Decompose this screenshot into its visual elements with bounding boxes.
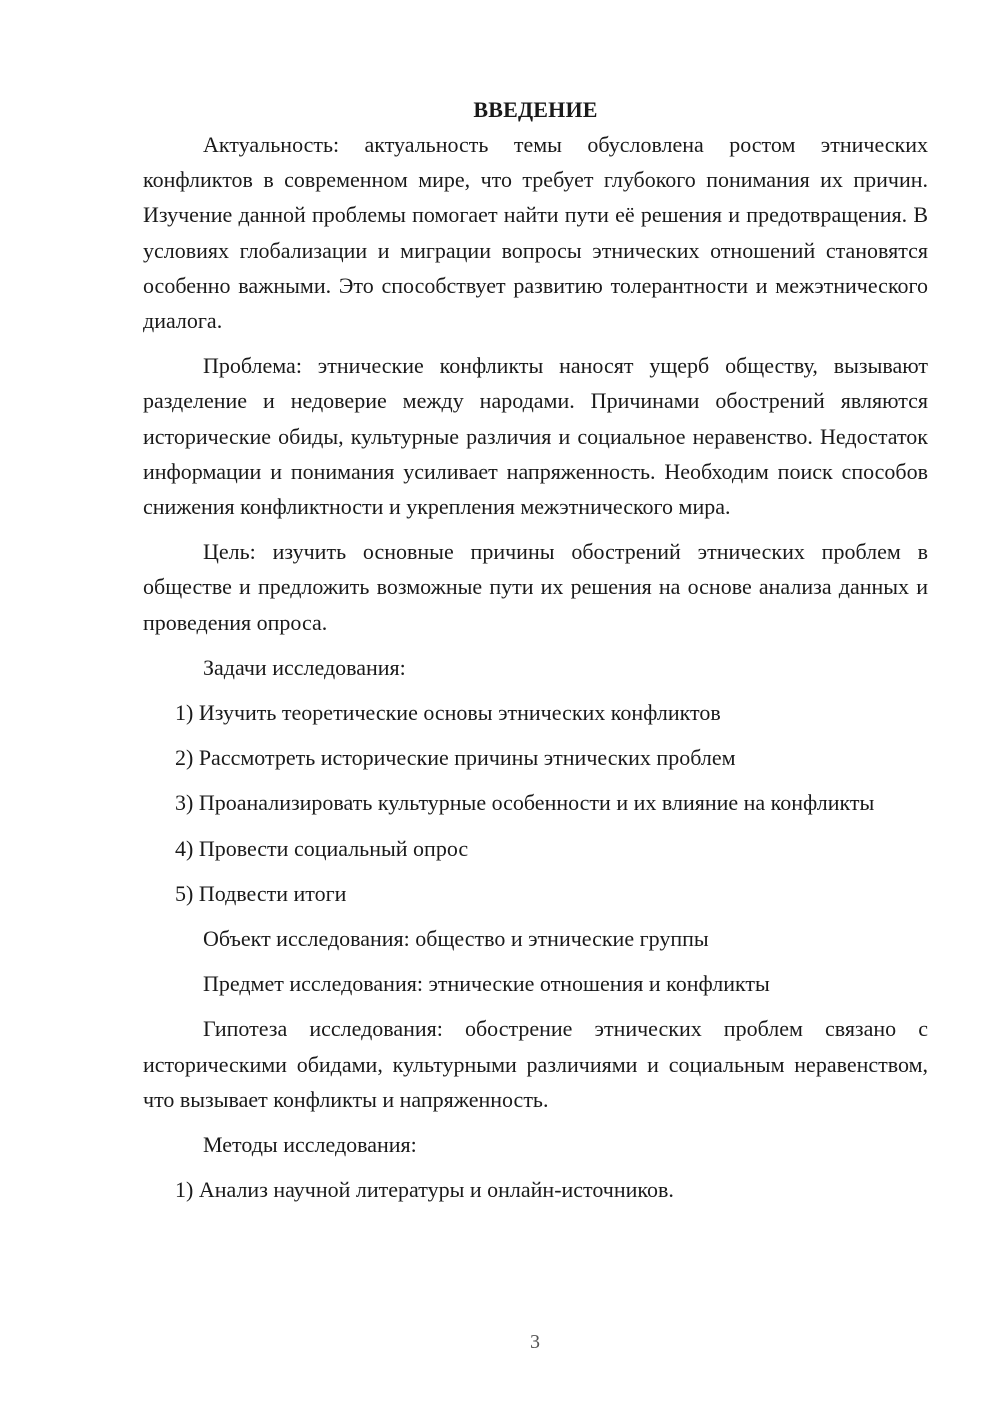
methods-heading: Методы исследования: [203,1132,417,1158]
tasks-heading: Задачи исследования: [203,654,406,680]
research-object: Объект исследования: общество и этнические группы [203,926,709,952]
task-item: 1) Изучить теоретические основы этнических конфликтов [175,700,721,726]
document-page [143,92,928,1217]
page-title: ВВЕДЕНИЕ [473,97,598,122]
task-item: 5) Подвести итоги [175,880,347,906]
task-item: 4) Провести социальный опрос [175,835,469,861]
relevance-paragraph: Актуальность: актуальность темы обусловлена ростом этнических конфликтов в современном мире, что требует глубокого понимания их причин. Изучение данной проблемы помогает найти пути её решения и предотвращения. В условиях глобализации и миграции вопросы этнических отношений становятся особенно важными. Это способствует развитию толерантности и межэтнического диалога. [143,132,928,334]
research-subject: Предмет исследования: этнические отношения и конфликты [203,971,770,997]
problem-paragraph: Проблема: этнические конфликты наносят ущерб обществу, вызывают разделение и недоверие между народами. Причинами обострений являются исторические обиды, культурные различия и социальное неравенство. Недостаток информации и понимания усиливает напряженность. Необходим поиск способов снижения конфликтности и укрепления межэтнического мира. [143,353,928,520]
page-number: 3 [530,1331,540,1353]
goal-paragraph: Цель: изучить основные причины обострений этнических проблем в обществе и предложить возможные пути их решения на основе анализа данных и проведения опроса. [143,539,928,635]
hypothesis-paragraph: Гипотеза исследования: обострение этнических проблем связано с историческими обидами, культурными различиями и социальным неравенством, что вызывает конфликты и напряженность. [143,1016,928,1112]
method-item: 1) Анализ научной литературы и онлайн-источников. [175,1177,674,1203]
task-item: 3) Проанализировать культурные особенности и их влияние на конфликты [175,790,875,816]
task-item: 2) Рассмотреть исторические причины этнических проблем [175,745,736,771]
